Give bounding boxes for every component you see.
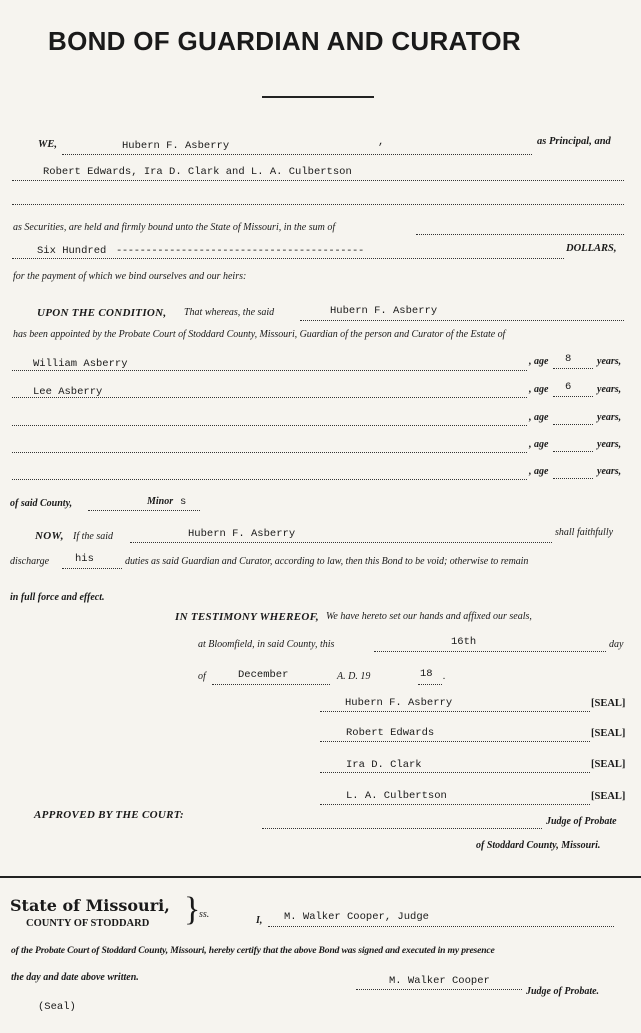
judge-label: Judge of Probate — [546, 816, 617, 827]
cert-judge-line — [268, 926, 614, 927]
minors-suffix: s — [180, 496, 187, 508]
year-line — [418, 684, 442, 685]
cert-brace: } — [184, 891, 201, 928]
condition-line — [300, 320, 624, 321]
years-label: years, — [597, 384, 622, 395]
age-line — [553, 368, 593, 369]
minor-name: William Asberry — [33, 358, 128, 370]
signature-line — [320, 772, 590, 773]
discharge-pronoun: his — [75, 553, 94, 565]
minors-label: Minor — [147, 496, 174, 507]
day-label: day — [609, 639, 624, 650]
date-of: of — [198, 671, 206, 682]
cert-text: of the Probate Court of Stoddard County, Missouri, hereby certify that the above Bond was signed and executed in my presence — [11, 945, 495, 956]
cert-day-text: the day and date above written. — [11, 972, 139, 983]
signature-line — [320, 804, 590, 805]
condition-text: That whereas, the said — [184, 307, 275, 318]
signature-name: Ira D. Clark — [346, 759, 422, 771]
year-value: 18 — [420, 668, 433, 680]
minors-line — [88, 510, 200, 511]
sum-line — [12, 258, 564, 259]
cert-i: I, — [256, 915, 263, 926]
sum-amount: Six Hundred — [37, 245, 107, 257]
years-label: years, — [597, 439, 622, 450]
place-text: at Bloomfield, in said County, this — [198, 639, 335, 650]
cert-ss: ss. — [199, 909, 210, 920]
age-line — [553, 451, 593, 452]
section-divider — [0, 876, 641, 878]
appointed-text: has been appointed by the Probate Court of Stoddard County, Missouri, Guardian of the person and Curator of the Estate of — [13, 329, 506, 340]
cert-judge-name: M. Walker Cooper, Judge — [284, 911, 429, 923]
minor-name: Lee Asberry — [33, 386, 103, 398]
minor-line — [12, 425, 527, 426]
principal-comma: , — [378, 136, 385, 148]
approved-label: APPROVED BY THE COURT: — [34, 809, 184, 821]
now-name: Hubern F. Asberry — [188, 528, 296, 540]
years-label: years, — [597, 356, 622, 367]
principal-name: Hubern F. Asberry — [122, 140, 230, 152]
principal-line — [62, 154, 532, 155]
age-label: , age — [529, 384, 549, 395]
pronoun-line — [62, 568, 122, 569]
years-label: years, — [597, 466, 622, 477]
securities-names: Robert Edwards, Ira D. Clark and L. A. Culbertson — [43, 166, 352, 178]
as-principal-label: as Principal, and — [537, 136, 611, 147]
age-label: , age — [529, 412, 549, 423]
judge-county: of Stoddard County, Missouri. — [476, 840, 601, 851]
day-value: 16th — [451, 636, 477, 648]
signature-line — [320, 711, 590, 712]
day-line — [374, 651, 606, 652]
condition-name: Hubern F. Asberry — [330, 305, 438, 317]
now-label: NOW, — [35, 530, 64, 542]
signature-line — [320, 741, 590, 742]
condition-label: UPON THE CONDITION, — [37, 307, 167, 319]
payment-text: for the payment of which we bind ourselves and our heirs: — [13, 271, 247, 282]
testimony-text: We have hereto set our hands and affixed our seals, — [326, 611, 532, 622]
we-label: WE, — [38, 139, 57, 150]
age-line — [553, 478, 593, 479]
signature-name: L. A. Culbertson — [346, 790, 447, 802]
discharge-text: duties as said Guardian and Curator, according to law, then this Bond to be void; otherwise to remain — [125, 556, 529, 567]
age-label: , age — [529, 466, 549, 477]
bound-text: as Securities, are held and firmly bound unto the State of Missouri, in the sum of — [13, 222, 336, 233]
judge-line — [262, 828, 542, 829]
age-label: , age — [529, 439, 549, 450]
cert-state: State of Missouri, — [10, 896, 170, 915]
minor-line — [12, 452, 527, 453]
cert-signature: M. Walker Cooper — [389, 975, 490, 987]
now-line — [130, 542, 552, 543]
seal-label: [SEAL] — [591, 759, 626, 770]
testimony-label: IN TESTIMONY WHEREOF, — [175, 611, 319, 623]
month-value: December — [238, 669, 289, 681]
minor-line — [12, 370, 527, 371]
seal-label: [SEAL] — [591, 791, 626, 802]
cert-seal: (Seal) — [38, 1001, 76, 1013]
title-rule — [262, 96, 374, 98]
signature-name: Robert Edwards — [346, 727, 435, 739]
cert-county: COUNTY OF STODDARD — [26, 918, 150, 929]
age-label: , age — [529, 356, 549, 367]
minor-age: 8 — [565, 353, 572, 365]
ad-label: A. D. 19 — [337, 671, 371, 682]
said-county-text: of said County, — [10, 498, 73, 509]
year-period: . — [443, 671, 446, 682]
age-line — [553, 396, 593, 397]
sum-line-top — [416, 234, 624, 235]
minor-age: 6 — [565, 381, 572, 393]
discharge-label: discharge — [10, 556, 50, 567]
month-line — [212, 684, 330, 685]
blank-line — [12, 204, 624, 205]
years-label: years, — [597, 412, 622, 423]
dollars-label: DOLLARS, — [566, 243, 617, 254]
seal-label: [SEAL] — [591, 728, 626, 739]
age-line — [553, 424, 593, 425]
full-force-text: in full force and effect. — [10, 592, 105, 603]
minor-line — [12, 479, 527, 480]
seal-label: [SEAL] — [591, 698, 626, 709]
signature-name: Hubern F. Asberry — [345, 697, 453, 709]
cert-sign-line — [356, 989, 522, 990]
cert-judge-of-probate: Judge of Probate. — [526, 986, 600, 997]
securities-line — [12, 180, 624, 181]
document-title: BOND OF GUARDIAN AND CURATOR — [48, 26, 522, 56]
now-text: If the said — [73, 531, 113, 542]
now-end: shall faithfully — [555, 527, 614, 538]
sum-dashes: ------------------------------------------ — [116, 245, 364, 257]
